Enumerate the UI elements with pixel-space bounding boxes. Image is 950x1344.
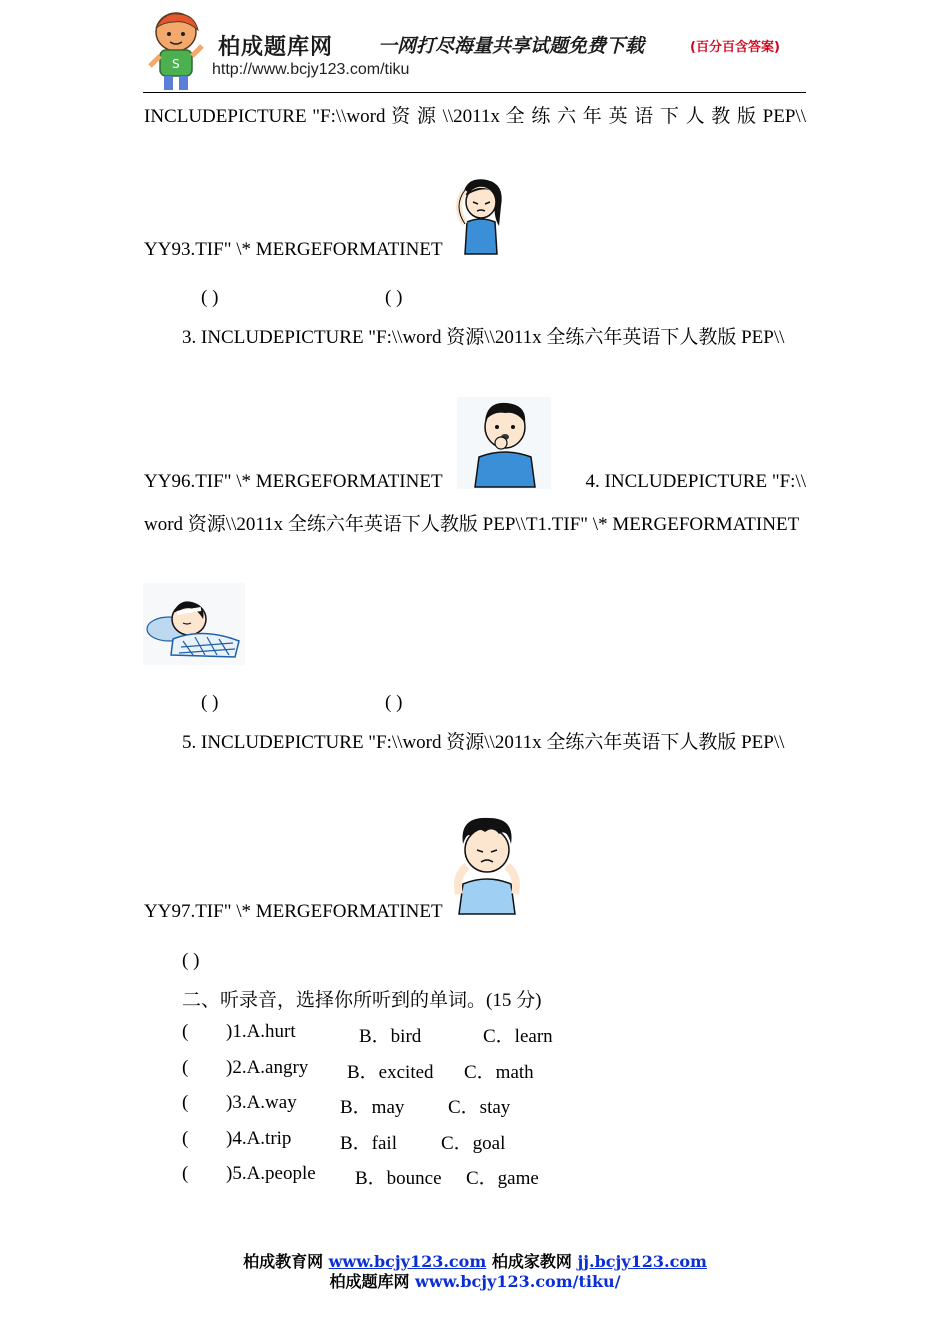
section-2-title: 二、听录音，选择你所听到的单词。(15 分) [182, 990, 542, 1011]
include-line-4a: YY96.TIF" \* MERGEFORMATINET [144, 471, 443, 492]
footer-link-edu[interactable]: www.bcjy123.com [328, 1252, 487, 1271]
option-b: B．bounce [355, 1168, 442, 1189]
question-paren[interactable]: ( [182, 1021, 189, 1042]
site-url[interactable]: http://www.bcjy123.com/tiku [212, 61, 410, 78]
option-b: B．excited [347, 1062, 434, 1083]
header-logo [146, 10, 208, 92]
question-paren[interactable]: ( [182, 1163, 189, 1184]
include-line-3: 3. INCLUDEPICTURE "F:\\word 资源\\2011x 全练六年英语下人教版 PEP\\ [182, 327, 785, 348]
footer-label-tiku: 柏成题库网 [329, 1272, 410, 1291]
footer-line-2 [0, 1269, 950, 1292]
answer-blank-4[interactable]: ( ) [385, 692, 403, 713]
answer-badge: (百分百含答案) [690, 40, 780, 55]
question-paren[interactable]: ( [182, 1092, 189, 1113]
girl-headache-image [449, 176, 511, 256]
include-line-6: 5. INCLUDEPICTURE "F:\\word 资源\\2011x 全练六年英语下人教版 PEP\\ [182, 732, 785, 753]
answer-blank-3[interactable]: ( ) [201, 692, 219, 713]
option-a: )2.A.angry [226, 1057, 309, 1078]
include-line-2: YY93.TIF" \* MERGEFORMATINET [144, 239, 443, 260]
option-c: C．learn [483, 1026, 553, 1047]
include-line-1: INCLUDEPICTURE "F:\\word 资 源 \\2011x 全 练 六 年 英 语 下 人 教 版 PEP\\ [144, 106, 806, 127]
boy-toothache-image [449, 814, 525, 918]
question-paren[interactable]: ( [182, 1128, 189, 1149]
boy-toothache-icon [449, 814, 525, 918]
footer-label-tutor: 柏成家教网 [491, 1252, 572, 1271]
option-c: C．stay [448, 1097, 511, 1118]
option-c: C．game [466, 1168, 539, 1189]
mascot-icon [146, 10, 208, 92]
footer-link-tiku[interactable]: www.bcjy123.com/tiku/ [415, 1272, 621, 1291]
option-c: C．goal [441, 1133, 506, 1154]
option-a: )5.A.people [226, 1163, 316, 1184]
include-line-4b: 4. INCLUDEPICTURE "F:\\ [585, 471, 806, 492]
option-b: B．bird [359, 1026, 422, 1047]
site-name: 柏成题库网 [218, 34, 334, 60]
include-line-5: word 资源\\2011x 全练六年英语下人教版 PEP\\T1.TIF" \* MERGEFORMATINET [144, 514, 800, 535]
site-slogan: 一网打尽海量共享试题免费下载 [378, 35, 645, 57]
question-paren[interactable]: ( [182, 1057, 189, 1078]
option-a: )1.A.hurt [226, 1021, 296, 1042]
option-b: B．may [340, 1097, 405, 1118]
answer-blank-5[interactable]: ( ) [182, 950, 200, 971]
answer-blank-1[interactable]: ( ) [201, 287, 219, 308]
sick-in-bed-image [143, 583, 245, 665]
option-a: )4.A.trip [226, 1128, 292, 1149]
header-divider [143, 92, 806, 93]
boy-cough-icon [457, 397, 551, 489]
footer-label-edu: 柏成教育网 [243, 1252, 324, 1271]
option-b: B．fail [340, 1133, 397, 1154]
answer-blank-2[interactable]: ( ) [385, 287, 403, 308]
include-line-7: YY97.TIF" \* MERGEFORMATINET [144, 901, 443, 922]
boy-cough-image [457, 397, 551, 489]
svg-text:S: S [172, 57, 180, 71]
girl-headache-icon [449, 176, 511, 256]
option-a: )3.A.way [226, 1092, 297, 1113]
footer-link-tutor[interactable]: jj.bcjy123.com [577, 1252, 707, 1271]
sick-in-bed-icon [143, 583, 245, 665]
option-c: C．math [464, 1062, 534, 1083]
